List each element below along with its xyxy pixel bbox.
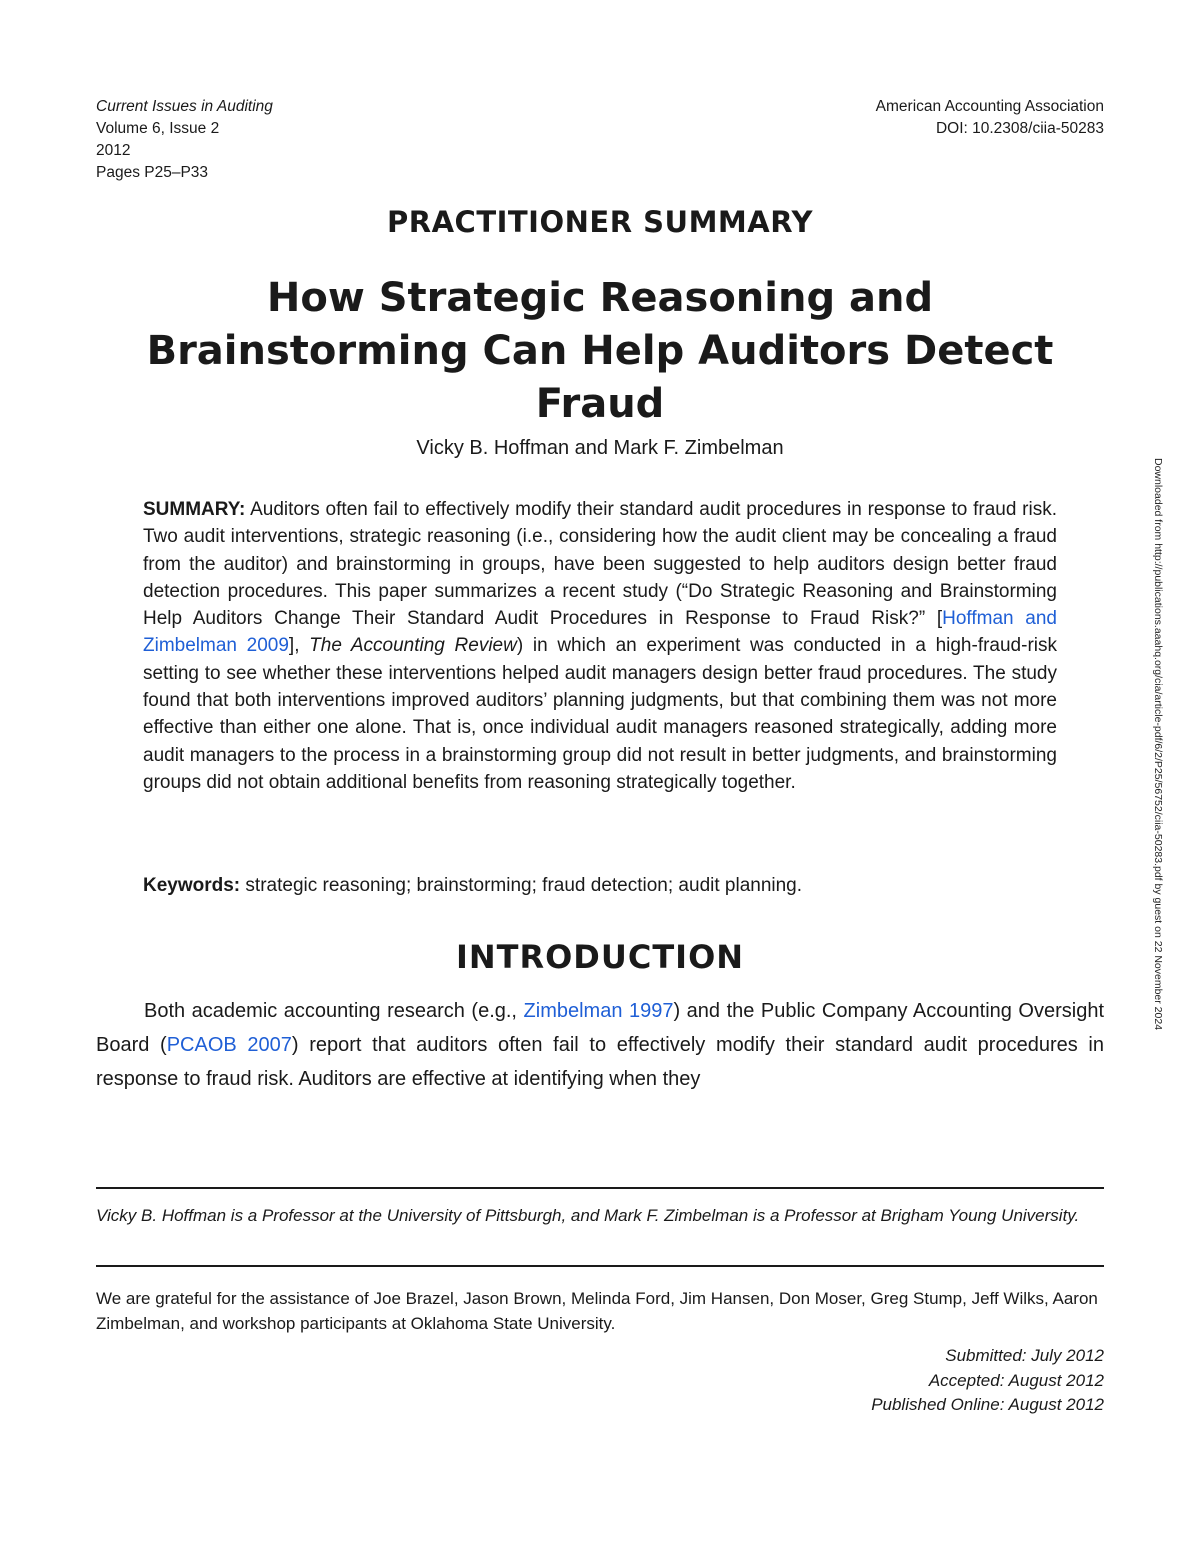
citation-link-hoffman-zimbelman[interactable]: Hoffman and Zimbelman 2009 — [143, 608, 1057, 657]
volume-issue: Volume 6, Issue 2 — [96, 120, 220, 137]
summary-text-1: Auditors often fail to effectively modify their standard audit procedures in response to fraud risk. Two audit interventions, strategic reasoning (i.e., considering how the audit client may be concealing a fraud from the auditor) and brainstorming in groups, have been suggested to help auditors design better fraud detection procedures. This paper summarizes a recent study (“Do Strategic Reasoning and Brainstorming Help Auditors Change Their Standard Audit Procedures in Response to Fraud Risk?” [ — [143, 499, 1057, 630]
publisher: American Accounting Association — [875, 98, 1104, 115]
intro-text-2: ) and the Public Company Accounting Oversight Board ( — [96, 1000, 1105, 1056]
author-affiliation: Vicky B. Hoffman is a Professor at the University of Pittsburgh, and Mark F. Zimbelman is a Professor at Brigham Young University. — [96, 1206, 1080, 1225]
journal-header-left — [96, 96, 273, 184]
publication-dates — [871, 1344, 1104, 1418]
summary-label: SUMMARY: — [143, 499, 246, 520]
citation-link-zimbelman-1997[interactable]: Zimbelman 1997 — [523, 1000, 674, 1022]
citation-link-pcaob-2007[interactable]: PCAOB 2007 — [166, 1034, 292, 1056]
accepted-date: Accepted: August 2012 — [928, 1370, 1104, 1390]
paper-title: How Strategic Reasoning and Brainstorming Can Help Auditors Detect Fraud — [146, 275, 1054, 427]
section-heading-introduction: INTRODUCTION — [455, 938, 745, 976]
keywords-text: strategic reasoning; brainstorming; fraud detection; audit planning. — [240, 875, 803, 896]
download-watermark: Downloaded from http://publications.aaahq.org/cia/article-pdf/6/2/P25/56752/ciia-50283.pdf by guest on 22 November 2024 — [1152, 458, 1164, 1031]
summary-abstract — [143, 496, 1057, 796]
journal-name: Current Issues in Auditing — [96, 98, 273, 115]
intro-paragraph — [96, 994, 1104, 1096]
footnote-divider-bottom — [96, 1265, 1104, 1267]
published-date: Published Online: August 2012 — [871, 1395, 1104, 1414]
year: 2012 — [96, 142, 131, 159]
intro-text-3: ) report that auditors often fail to effectively modify their standard audit procedures in response to fraud risk. Auditors are effective at identifying when they — [96, 1034, 1104, 1090]
authors: Vicky B. Hoffman and Mark F. Zimbelman — [416, 437, 784, 459]
submitted-date: Submitted: July 2012 — [945, 1346, 1104, 1365]
keywords-label: Keywords: — [143, 875, 241, 896]
footnote-divider-top — [96, 1187, 1104, 1189]
pages: Pages P25–P33 — [96, 164, 209, 181]
acknowledgment: We are grateful for the assistance of Joe Brazel, Jason Brown, Melinda Ford, Jim Hansen, Don Moser, Greg Stump, Jeff Wilks, Aaron Zimbelman, and workshop participants at Oklahoma State University. — [96, 1289, 1098, 1333]
summary-text-3: ) in which an experiment was conducted in a high-fraud-risk setting to see whether these interventions helped audit managers design better fraud procedures. The study found that both interventions improved auditors’ planning judgments, but that combining them was not more effective than either one alone. That is, once individual audit managers reasoned strategically, adding more audit managers to the process in a brainstorming group did not result in better judgments, and brainstorming groups did not obtain additional benefits from reasoning strategically together. — [143, 635, 1057, 793]
journal-header-right — [876, 96, 1104, 140]
article-type: PRACTITIONER SUMMARY — [387, 205, 813, 239]
summary-text-2: ], — [288, 635, 310, 657]
intro-text-1: Both academic accounting research (e.g., — [144, 1000, 524, 1022]
doi: DOI: 10.2308/ciia-50283 — [935, 120, 1104, 137]
keywords — [143, 872, 1057, 899]
summary-journal-title: The Accounting Review — [309, 635, 517, 657]
